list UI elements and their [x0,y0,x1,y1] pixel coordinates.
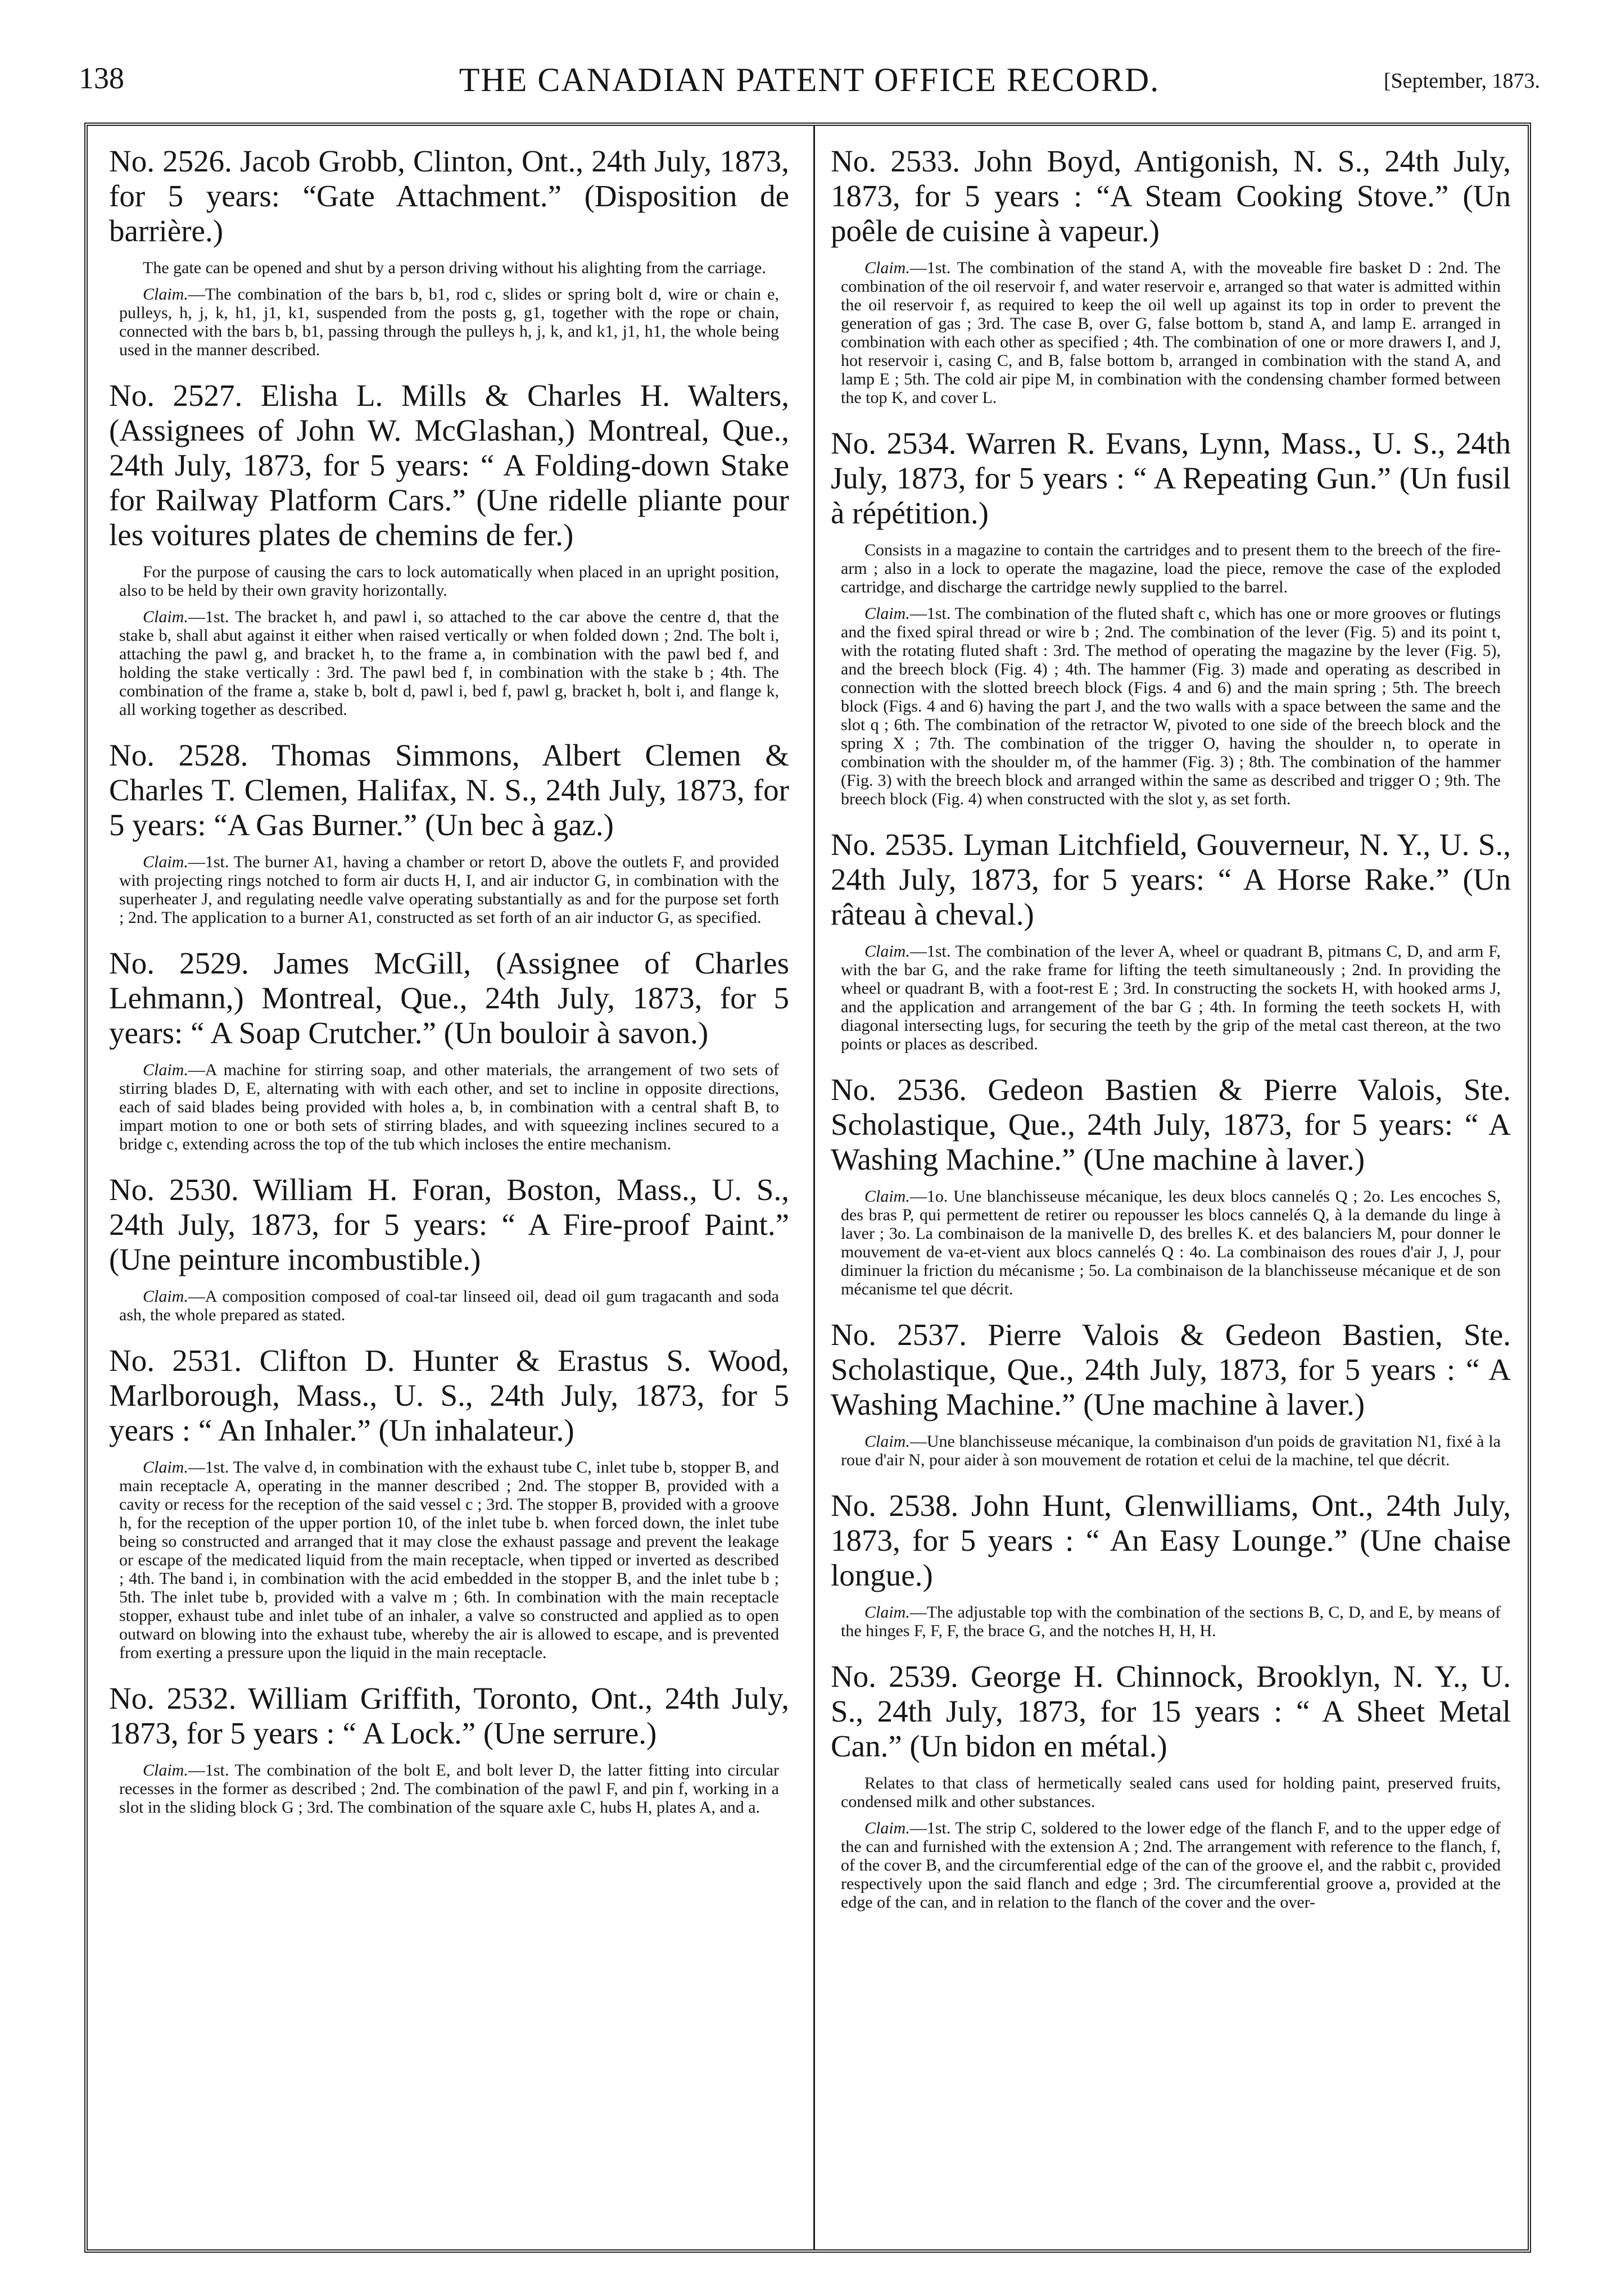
claim-paragraph [841,1819,1501,1912]
paragraph-text: For the purpose of causing the cars to lock automatically when placed in an upright position, also to be held by their own gravity horizontally. [119,563,779,600]
entry-body [841,259,1501,407]
claim-label: Claim. [143,1061,188,1079]
entry-title: No. 2538. John Hunt, Glenwilliams, Ont., 24th July, 1873, for 5 years : “ An Easy Lounge.” (Une chaise longue.) [831,1488,1511,1592]
claim-text: —1st. The bracket h, and pawl i, so attached to the car above the centre d, that the stake b, shall abut against it either when raised vertically or when folded down ; 2nd. The bolt i, attaching the pawl g, and bracket h, to the frame a, in combination with the pawl bed f, and holding the stake vertically : 3rd. The pawl bed f, in combination with the stake b ; 4th. The combination of the frame a, stake b, bolt d, pawl i, bed f, pawl g, bracket h, bolt i, and flange k, all working together as described. [119,608,779,719]
claim-text: —1st. The combination of the fluted shaft c, which has one or more grooves or flutings and the fixed spiral thread or wire b ; 2nd. The combination of the lever (Fig. 5) and its point t, with the rotating fluted shaft : 3rd. The method of operating the magazine by the lever (Fig. 5), and the breech block (Fig. 4) ; 4th. The hammer (Fig. 3) made and operating as described in connection with the slotted breech block (Figs. 4 and 6) and the main spring ; 5th. The breech block (Figs. 4 and 6) having the part J, and the two walls with a space between the same and the slot q ; 6th. The combination of the retractor W, pivoted to one side of the breech block and the spring X ; 7th. The combination of the trigger O, having the shoulder n, to operate in combination with the shoulder m, of the hammer (Fig. 3) ; 8th. The combination of the hammer (Fig. 3) with the breech block and arranged within the same as described and trigger O ; 9th. The breech block (Fig. 4) when constructed with the slot y, as set forth. [841,604,1501,808]
entry-title: No. 2539. George H. Chinnock, Brooklyn, N. Y., U. S., 24th July, 1873, for 15 years : “ A Sheet Metal Can.” (Un bidon en métal.) [831,1659,1511,1763]
claim-paragraph [841,942,1501,1053]
claim-text: —1o. Une blanchisseuse mécanique, les deux blocs cannelés Q ; 2o. Les encoches S, des bras P, qui permettent de retirer ou repousser les blocs cannelés Q, à la demande du linge à laver ; 3o. La combinaison de la manivelle D, des brelles K. et des balanciers M, pour donner le mouvement de va-et-vient aux blocs cannelés Q : 4o. La combinaison des roues d'air J, J, pour diminuer la friction du mécanisme ; 5o. La combinaison de la blanchisseuse mécanique et de son mécanisme tel que décrit. [841,1187,1501,1298]
patent-entry [109,378,789,719]
claim-label: Claim. [864,1187,910,1206]
claim-text: —A machine for stirring soap, and other materials, the arrangement of two sets of stirring blades D, E, alternating with with each other, and set to incline in opposite directions, each of said blades being provided with holes a, b, in combination with a central shaft B, to impart motion to one or both sets of stirring blades, and with squeezing inclines secured to a bridge c, extending across the top of the tub which incloses the entire mechanism. [119,1061,779,1153]
entry-title: No. 2537. Pierre Valois & Gedeon Bastien, Ste. Scholastique, Que., 24th July, 1873, for 5 years : “ A Washing Machine.” (Une machine à laver.) [831,1317,1511,1421]
claim-label: Claim. [864,942,910,961]
claim-paragraph [841,604,1501,808]
claim-paragraph [119,1287,779,1324]
paragraph-text: The gate can be opened and shut by a person driving without his alighting from the carriage. [143,259,766,277]
entry-title: No. 2534. Warren R. Evans, Lynn, Mass., U. S., 24th July, 1873, for 5 years : “ A Repeating Gun.” (Un fusil à répétition.) [831,426,1511,530]
entry-body [119,259,779,359]
entry-body [119,1287,779,1324]
entry-paragraph [119,259,779,277]
patent-entry [109,738,789,927]
claim-paragraph [841,1432,1501,1469]
claim-text: —1st. The combination of the bolt E, and bolt lever D, the latter fitting into circular recesses in the former as described ; 2nd. The combination of the pawl F, and pin f, working in a slot in the sliding block G ; 3rd. The combination of the square axle C, hubs H, plates A, and a. [119,1761,779,1817]
claim-label: Claim. [864,604,910,623]
claim-paragraph [119,1061,779,1153]
entry-title: No. 2536. Gedeon Bastien & Pierre Valois, Ste. Scholastique, Que., 24th July, 1873, for 5 years: “ A Washing Machine.” (Une machine à laver.) [831,1072,1511,1176]
claim-paragraph [119,853,779,927]
claim-label: Claim. [143,853,188,871]
entry-title: No. 2529. James McGill, (Assignee of Charles Lehmann,) Montreal, Que., 24th July, 1873, for 5 years: “ A Soap Crutcher.” (Un bouloir à savon.) [109,946,789,1050]
patent-entry [831,827,1511,1053]
entry-title: No. 2533. John Boyd, Antigonish, N. S., 24th July, 1873, for 5 years : “A Steam Cooking Stove.” (Un poêle de cuisine à vapeur.) [831,144,1511,248]
claim-label: Claim. [143,608,188,626]
entry-body [841,942,1501,1053]
claim-paragraph [119,1458,779,1662]
entry-paragraph [841,541,1501,596]
claim-text: —Une blanchisseuse mécanique, la combinaison d'un poids de gravitation N1, fixé à la roue d'air N, pour aider à son mouvement de rotation et celui de la machine, tel que décrit. [841,1432,1501,1469]
claim-paragraph [119,1761,779,1817]
claim-text: —The combination of the bars b, b1, rod c, slides or spring bolt d, wire or chain e, pulleys, h, j, k, h1, j1, k1, suspended from the posts g, g1, together with the rope or chain, connected with the bars b, b1, passing through the pulleys h, j, k, and k1, j1, h1, the whole being used in the manner described. [119,285,779,359]
entry-title: No. 2528. Thomas Simmons, Albert Clemen & Charles T. Clemen, Halifax, N. S., 24th July, 1873, for 5 years: “A Gas Burner.” (Un bec à gaz.) [109,738,789,842]
claim-text: —1st. The combination of the lever A, wheel or quadrant B, pitmans C, D, and arm F, with the bar G, and the rake frame for lifting the teeth simultaneously ; 2nd. In providing the wheel or quadrant B, with a foot-rest E ; 3rd. In constructing the sockets H, with hooked arms J, and the application and arrangement of the bar G ; 4th. In forming the teeth sockets H, with diagonal intersecting lugs, for securing the teeth by the grip of the metal cast thereon, at the two points or places as described. [841,942,1501,1053]
entry-body [119,853,779,927]
entry-title: No. 2527. Elisha L. Mills & Charles H. Walters, (Assignees of John W. McGlashan,) Montreal, Que., 24th July, 1873, for 5 years: “ A Folding-down Stake for Railway Platform Cars.” (Une ridelle pliante pour les voitures plates de chemins de fer.) [109,378,789,552]
patent-entry [109,1343,789,1662]
entry-body [841,1432,1501,1469]
entry-title: No. 2526. Jacob Grobb, Clinton, Ont., 24th July, 1873, for 5 years: “Gate Attachment.” (Disposition de barrière.) [109,144,789,248]
claim-paragraph [119,285,779,359]
entry-body [119,563,779,719]
patent-entry [831,1488,1511,1640]
entry-body [841,1603,1501,1640]
claim-text: —1st. The valve d, in combination with the exhaust tube C, inlet tube b, stopper B, and main receptacle A, operating in the manner described ; 2nd. The stopper B, provided with a cavity or recess for the reception of the said vessel c ; 3rd. The stopper B, provided with a groove h, for the reception of the upper portion 10, of the inlet tube b. when forced down, the inlet tube being so constructed and arranged that it may close the exhaust passage and prevent the leakage or escape of the medicated liquid from the main receptacle, when tipped or inverted as described ; 4th. The band i, in combination with the acid embedded in the stopper B, and the inlet tube b ; 5th. The inlet tube b, provided with a valve m ; 6th. In combination with the main receptacle stopper, exhaust tube and inlet tube of an inhaler, a valve so constructed and applied as to open outward on blowing into the exhaust tube, whereby the air is allowed to escape, and is prevented from exerting a pressure upon the liquid in the main receptacle. [119,1458,779,1662]
claim-paragraph [119,608,779,719]
claim-label: Claim. [864,1432,910,1451]
claim-label: Claim. [864,259,910,277]
claim-label: Claim. [143,1287,188,1306]
entry-body [841,1187,1501,1298]
entry-title: No. 2532. William Griffith, Toronto, Ont., 24th July, 1873, for 5 years : “ A Lock.” (Une serrure.) [109,1681,789,1750]
patent-entry [831,426,1511,808]
left-column [109,144,789,1836]
patent-entry [831,1317,1511,1469]
right-column [831,144,1511,1931]
issue-date: [September, 1873. [1383,69,1540,93]
page-number: 138 [79,61,124,95]
claim-text: —1st. The strip C, soldered to the lower edge of the flanch F, and to the upper edge of the can and furnished with the extension A ; 2nd. The arrangement with reference to the flanch, f, of the cover B, and the circumferential edge of the can of the groove el, and the rabbit c, provided respectively upon the said flanch and edge ; 3rd. The circumferential groove a, provided at the edge of the can, and in relation to the flanch of the cover and the over- [841,1819,1501,1912]
patent-entry [109,946,789,1153]
entry-body [119,1761,779,1817]
patent-entry [109,144,789,359]
patent-entry [831,144,1511,407]
page-frame [84,123,1531,2253]
patent-entry [831,1659,1511,1912]
claim-label: Claim. [143,285,188,304]
claim-text: —1st. The burner A1, having a chamber or retort D, above the outlets F, and provided with projecting rings notched to form air ducts H, I, and air inductor G, in combination with the superheater J, and regulating needle valve operating substantially as and for the purpose set forth ; 2nd. The application to a burner A1, constructed as set forth of an air inductor G, as specified. [119,853,779,927]
claim-paragraph [841,1187,1501,1298]
paragraph-text: Consists in a magazine to contain the cartridges and to present them to the breech of the fire-arm ; also in a lock to operate the magazine, load the piece, remove the case of the exploded cartridge, and discharge the cartridge newly supplied to the barrel. [841,541,1501,596]
entry-body [841,1774,1501,1912]
entry-title: No. 2530. William H. Foran, Boston, Mass., U. S., 24th July, 1873, for 5 years: “ A Fire-proof Paint.” (Une peinture incombustible.) [109,1172,789,1276]
claim-label: Claim. [143,1761,188,1779]
patent-entry [109,1681,789,1817]
claim-label: Claim. [864,1819,910,1837]
entry-body [841,541,1501,808]
entry-title: No. 2535. Lyman Litchfield, Gouverneur, N. Y., U. S., 24th July, 1873, for 5 years: “ A Horse Rake.” (Un râteau à cheval.) [831,827,1511,931]
claim-label: Claim. [864,1603,910,1622]
claim-paragraph [841,1603,1501,1640]
paragraph-text: Relates to that class of hermetically sealed cans used for holding paint, preserved fruits, condensed milk and other substances. [841,1774,1501,1811]
page-header [79,61,1540,111]
entry-paragraph [119,563,779,600]
entry-body [119,1458,779,1662]
column-divider [813,126,815,2249]
entry-paragraph [841,1774,1501,1811]
patent-entry [109,1172,789,1324]
entry-body [119,1061,779,1153]
entry-title: No. 2531. Clifton D. Hunter & Erastus S. Wood, Marlborough, Mass., U. S., 24th July, 1873, for 5 years : “ An Inhaler.” (Un inhalateur.) [109,1343,789,1447]
claim-text: —1st. The combination of the stand A, with the moveable fire basket D : 2nd. The combination of the oil reservoir f, and water reservoir e, arranged so that water is admitted within the oil reservoir f, as required to keep the oil well up against its top in order to prevent the generation of gas ; 3rd. The case B, over G, false bottom b, stand A, and lamp E. arranged in combination with each other as specified ; 4th. The combination of one or more drawers I, and J, hot reservoir i, casing C, and B, false bottom b, arranged in combination with the stand A, and lamp E ; 5th. The cold air pipe M, in combination with the condensing chamber formed between the top K, and cover L. [841,259,1501,407]
claim-text: —A composition composed of coal-tar linseed oil, dead oil gum tragacanth and soda ash, the whole prepared as stated. [119,1287,779,1324]
claim-text: —The adjustable top with the combination of the sections B, C, D, and E, by means of the hinges F, F, F, the brace G, and the notches H, H, H. [841,1603,1501,1640]
patent-entry [831,1072,1511,1298]
claim-label: Claim. [143,1458,188,1477]
claim-paragraph [841,259,1501,407]
journal-title: THE CANADIAN PATENT OFFICE RECORD. [459,61,1160,98]
